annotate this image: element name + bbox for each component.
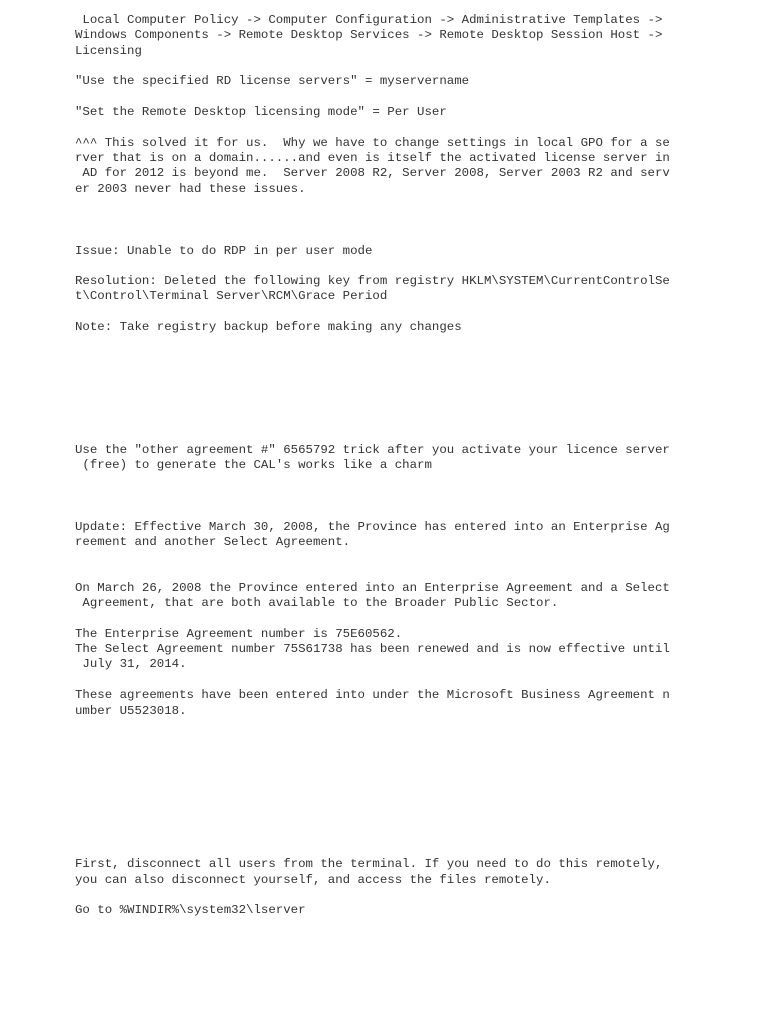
text-line: umber U5523018. bbox=[75, 704, 187, 718]
text-line: reement and another Select Agreement. bbox=[75, 535, 351, 549]
text-line: Licensing bbox=[75, 44, 142, 58]
text-line: Use the "other agreement #" 6565792 trick after you activate your licence server bbox=[75, 443, 670, 457]
text-line: Agreement, that are both available to the Broader Public Sector. bbox=[75, 596, 559, 610]
text-line: The Enterprise Agreement number is 75E60562. bbox=[75, 627, 403, 641]
text-line: t\Control\Terminal Server\RCM\Grace Period bbox=[75, 289, 388, 303]
text-line: First, disconnect all users from the terminal. If you need to do this remotely, bbox=[75, 857, 663, 871]
text-line: Windows Components -> Remote Desktop Services -> Remote Desktop Session Host -> bbox=[75, 28, 663, 42]
text-line: AD for 2012 is beyond me. Server 2008 R2, Server 2008, Server 2003 R2 and serv bbox=[75, 166, 670, 180]
text-line: Note: Take registry backup before making any changes bbox=[75, 320, 462, 334]
text-line: (free) to generate the CAL's works like a charm bbox=[75, 458, 432, 472]
text-line: er 2003 never had these issues. bbox=[75, 182, 306, 196]
text-line: These agreements have been entered into under the Microsoft Business Agreement n bbox=[75, 688, 670, 702]
text-line: "Use the specified RD license servers" = myservername bbox=[75, 74, 470, 88]
text-line: "Set the Remote Desktop licensing mode" = Per User bbox=[75, 105, 447, 119]
text-line: Issue: Unable to do RDP in per user mode bbox=[75, 244, 373, 258]
text-line: you can also disconnect yourself, and access the files remotely. bbox=[75, 873, 551, 887]
text-line: Update: Effective March 30, 2008, the Province has entered into an Enterprise Ag bbox=[75, 520, 670, 534]
text-line: ^^^ This solved it for us. Why we have to change settings in local GPO for a se bbox=[75, 136, 670, 150]
text-line: Go to %WINDIR%\system32\lserver bbox=[75, 903, 306, 917]
text-line: rver that is on a domain......and even is itself the activated license server in bbox=[75, 151, 670, 165]
text-line: Local Computer Policy -> Computer Configuration -> Administrative Templates -> bbox=[75, 13, 663, 27]
text-line: Resolution: Deleted the following key from registry HKLM\SYSTEM\CurrentControlSe bbox=[75, 274, 670, 288]
text-line: July 31, 2014. bbox=[75, 657, 187, 671]
text-line: The Select Agreement number 75S61738 has been renewed and is now effective until bbox=[75, 642, 670, 656]
text-line: On March 26, 2008 the Province entered into an Enterprise Agreement and a Select bbox=[75, 581, 670, 595]
